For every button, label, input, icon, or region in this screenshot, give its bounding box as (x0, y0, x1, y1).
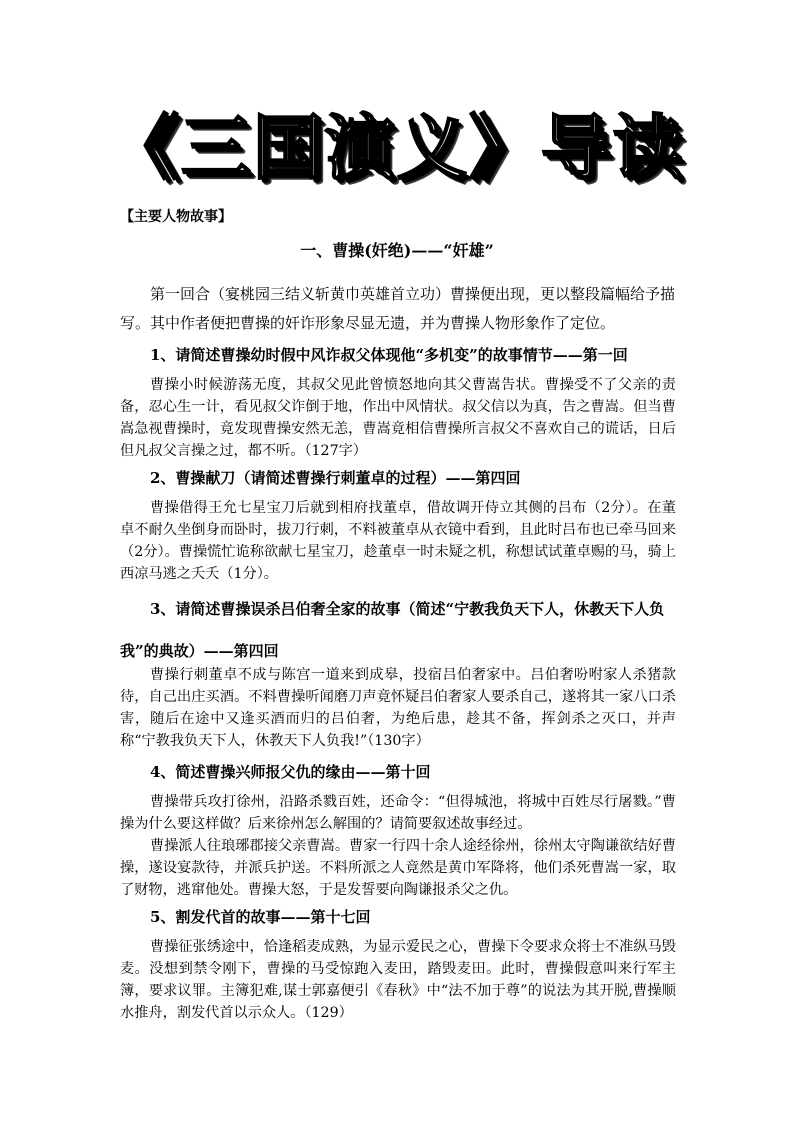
question-1-heading: 1、请简述曹操幼时假中风诈叔父体现他“多机变”的故事情节——第一回 (150, 346, 628, 364)
question-4-heading: 4、简述曹操兴师报父仇的缘由——第十回 (150, 763, 431, 781)
question-2-heading: 2、曹操献刀（请简述曹操行刺董卓的过程）——第四回 (150, 469, 521, 487)
chapter-heading: 一、曹操(奸绝)——“奸雄” (300, 241, 494, 260)
question-4-answer: 曹操派人往琅琊郡接父亲曹嵩。曹家一行四十余人途经徐州，徐州太守陶谦欲结好曹操，遂设宴款待，并派兵护送。不料所派之人竟然是黄巾军降将，他们杀死曹嵩一家，取了财物，逃窜他处。曹操大怒，于是发誓要向陶谦报杀父之仇。 (120, 838, 676, 898)
question-3-answer: 曹操行刺董卓不成与陈宫一道来到成皋，投宿吕伯奢家中。吕伯奢吩咐家人杀猪款待，自己出庄买酒。不料曹操听闻磨刀声竟怀疑吕伯奢家人要杀自己，遂将其一家八口杀害，随后在途中又逢买酒而归的吕伯奢，为绝后患，趁其不备，挥剑杀之灭口，并声称“宁教我负天下人，休教天下人负我!”（130字） (120, 667, 676, 749)
question-2-answer: 曹操借得王允七星宝刀后就到相府找董卓，借故调开侍立其侧的吕布（2分）。在董卓不耐久坐倒身而卧时，拔刀行刺，不料被董卓从衣镜中看到，且此时吕布也已牵马回来（2分）。曹操慌忙诡称欲献七星宝刀，趁董卓一时未疑之机，称想试试董卓赐的马，骑上西凉马逃之夭夭（1分）。 (120, 500, 676, 582)
intro-paragraph: 第一回合（宴桃园三结义斩黄巾英雄首立功）曹操便出现，更以整段篇幅给予描写。其中作者便把曹操的奸诈形象尽显无遗，并为曹操人物形象作了定位。 (120, 285, 676, 332)
page-title: 《三国演义》导读 (109, 107, 685, 189)
question-3-heading: 3、请简述曹操误杀吕伯奢全家的故事（简述“宁教我负天下人，休教天下人负我”的典故）——第四回 (120, 600, 665, 660)
question-5-answer: 曹操征张绣途中，恰逢稻麦成熟，为显示爱民之心，曹操下令要求众将士不准纵马毁麦。没想到禁令刚下，曹操的马受惊跑入麦田，踏毁麦田。此时，曹操假意叫来行军主簿，要求议罪。主簿犯难,谋士郭嘉便引《春秋》中“法不加于尊”的说法为其开脱,曹操顺水推舟，割发代首以示众人。（129） (120, 939, 676, 1021)
question-5-heading: 5、割发代首的故事——第十七回 (150, 908, 371, 926)
question-4-question: 曹操带兵攻打徐州，沿路杀戮百姓，还命令：“但得城池，将城中百姓尽行屠戮。”曹操为什么要这样做？后来徐州怎么解围的？请简要叙述故事经过。 (120, 794, 676, 832)
question-1-answer: 曹操小时候游荡无度，其叔父见此曾愤怒地向其父曹嵩告状。曹操受不了父亲的责备，忍心生一计，看见叔父诈倒于地，作出中风情状。叔父信以为真，告之曹嵩。但当曹嵩急视曹操时，竟发现曹操安然无恙，曹嵩竟相信曹操所言叔父不喜欢自己的谎话，日后但凡叔父言操之过，都不听。（127字） (120, 377, 676, 459)
section-label: 【主要人物故事】 (120, 209, 232, 225)
